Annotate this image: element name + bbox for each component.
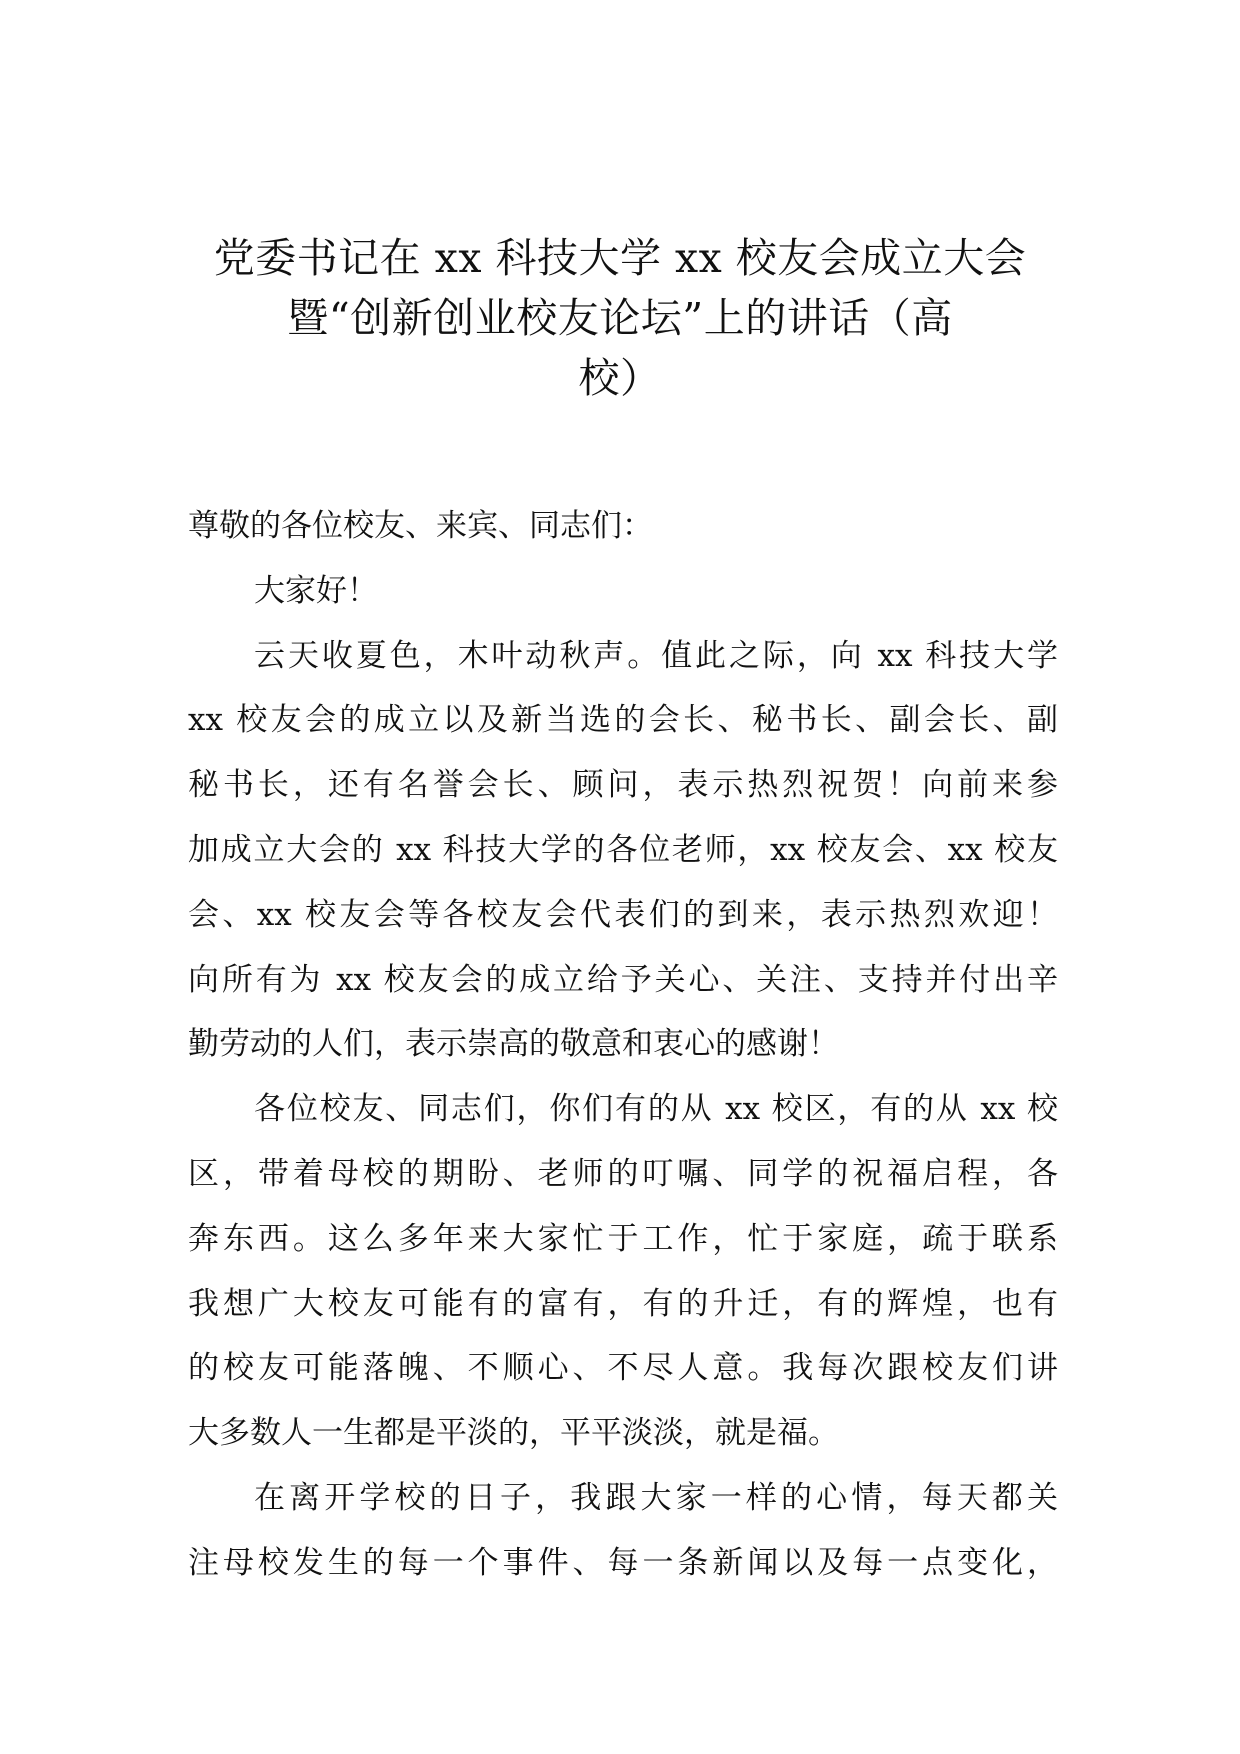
text-line: 大家好！	[254, 572, 378, 609]
text-line: 各位校友、同志们，你们有的从 xx 校区，有的从 xx 校	[254, 1091, 1058, 1128]
text-line: 云天收夏色，木叶动秋声。值此之际，向 xx 科技大学	[254, 637, 1058, 674]
salutation: 尊敬的各位校友、来宾、同志们：	[188, 508, 653, 544]
title-line: 校）	[578, 354, 662, 402]
text-line: 注母校发生的每一个事件、每一条新闻以及每一点变化，	[188, 1544, 1058, 1581]
text-line: 奔东西。这么多年来大家忙于工作，忙于家庭，疏于联系	[188, 1220, 1058, 1257]
document-body	[188, 494, 1058, 1596]
text-line: 秘书长，还有名誉会长、顾问，表示热烈祝贺！向前来参	[188, 767, 1058, 804]
document-title	[185, 228, 1055, 408]
text-line: xx 校友会的成立以及新当选的会长、秘书长、副会长、副	[188, 702, 1058, 739]
title-line: 党委书记在 xx 科技大学 xx 校友会成立大会	[213, 234, 1027, 282]
title-line: 暨“创新创业校友论坛”上的讲话（高	[287, 294, 953, 342]
text-line: 会、xx 校友会等各校友会代表们的到来，表示热烈欢迎！	[188, 896, 1058, 933]
text-line: 大多数人一生都是平淡的，平平淡淡，就是福。	[188, 1415, 839, 1452]
text-line: 在离开学校的日子，我跟大家一样的心情，每天都关	[254, 1479, 1058, 1516]
paragraph-congratulations	[188, 624, 1058, 1078]
paragraph-greeting	[188, 559, 1058, 624]
paragraph-alumni	[188, 1077, 1058, 1466]
text-line: 的校友可能落魄、不顺心、不尽人意。我每次跟校友们讲	[188, 1350, 1058, 1387]
text-line: 我想广大校友可能有的富有，有的升迁，有的辉煌，也有	[188, 1285, 1058, 1322]
text-line: 勤劳动的人们，表示崇高的敬意和衷心的感谢！	[188, 1026, 839, 1063]
text-line: 加成立大会的 xx 科技大学的各位老师，xx 校友会、xx 校友	[188, 831, 1058, 868]
paragraph-school-news	[188, 1466, 1058, 1596]
text-line: 区，带着母校的期盼、老师的叮嘱、同学的祝福启程，各	[188, 1155, 1058, 1192]
text-line: 向所有为 xx 校友会的成立给予关心、关注、支持并付出辛	[188, 961, 1058, 998]
